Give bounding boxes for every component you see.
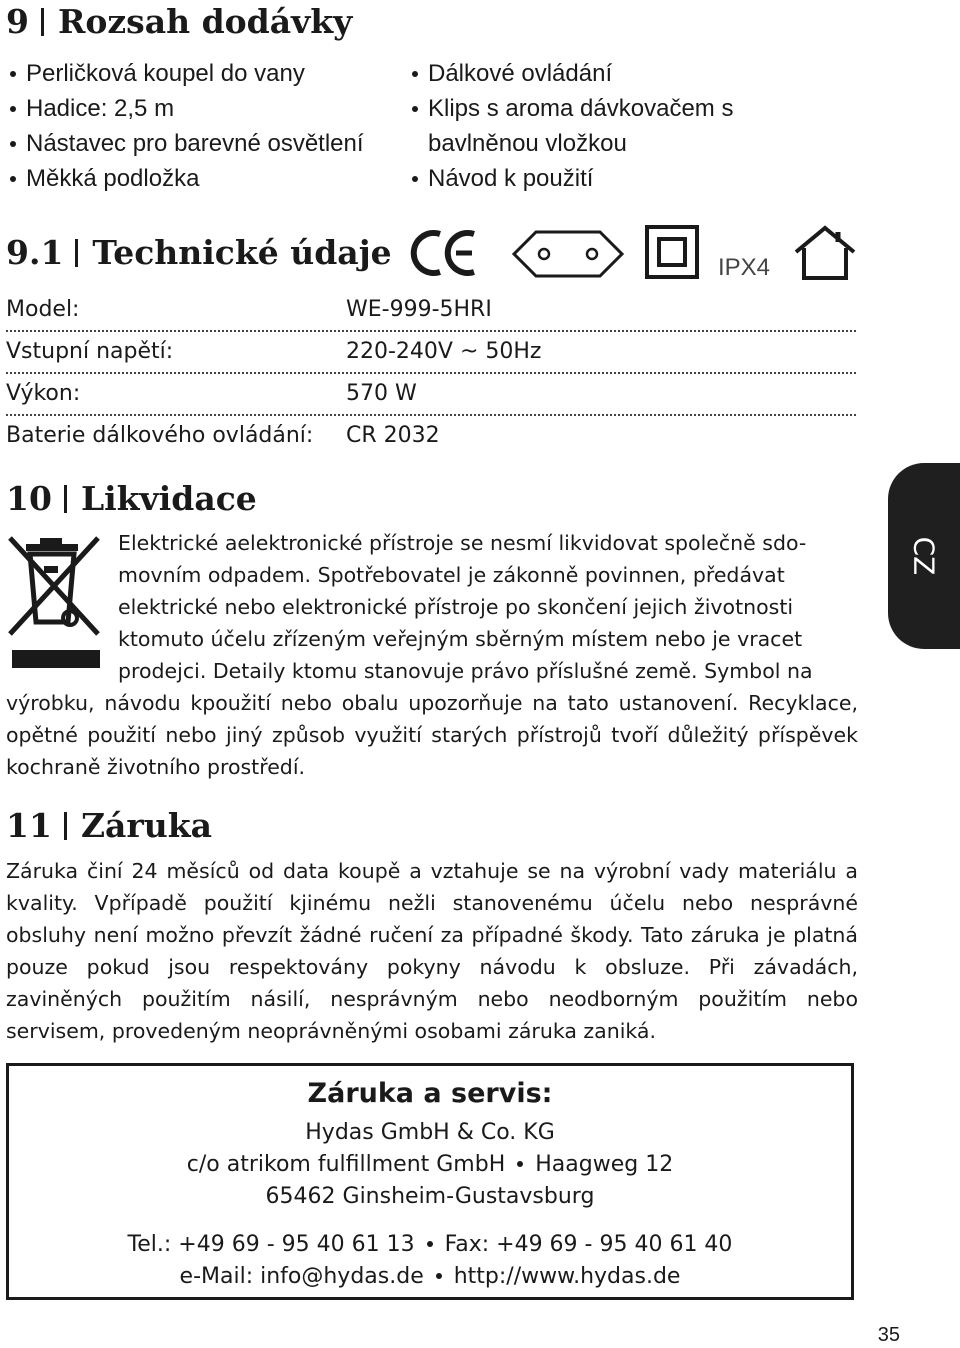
section-10-heading: [6, 479, 257, 519]
email-link[interactable]: e-Mail: info@hydas.de: [179, 1264, 424, 1289]
section-title: Záruka: [80, 806, 213, 845]
spec-label: Vstupní napětí:: [6, 339, 174, 364]
euro-plug-icon: [508, 228, 628, 280]
text-line: ktomuto účelu zřízeným veřejným sběrným místem nebo je vracet: [118, 627, 803, 651]
spec-row: [6, 374, 856, 416]
separator-dot: [436, 1273, 442, 1279]
address-part: Haagweg 12: [535, 1152, 674, 1177]
phone-number: Tel.: +49 69 - 95 40 61 13: [127, 1232, 415, 1257]
phone-fax-line: [9, 1232, 851, 1257]
spec-table: [6, 290, 856, 456]
address-part: c/o atrikom fulfillment GmbH: [186, 1152, 506, 1177]
language-side-tab: [888, 463, 960, 649]
heading-divider: [64, 485, 67, 513]
spec-label: Model:: [6, 297, 80, 322]
indoor-use-house-icon: [792, 224, 858, 282]
address-line: [9, 1152, 851, 1177]
separator-dot: [517, 1161, 523, 1167]
list-item: Měkká podložka: [6, 161, 396, 196]
heading-divider: [64, 812, 67, 840]
separator-dot: [427, 1241, 433, 1247]
page-number: 35: [877, 1324, 900, 1346]
city-line: 65462 Ginsheim-Gustavsburg: [265, 1184, 595, 1209]
service-box-title: Záruka a servis:: [307, 1078, 553, 1109]
email-web-line: [9, 1264, 851, 1289]
spec-row: [6, 332, 856, 374]
spec-row: [6, 416, 856, 456]
list-item: bavlněnou vložkou: [428, 130, 627, 157]
disposal-text-indented: [118, 527, 858, 687]
section-9-1-heading: [6, 233, 392, 273]
weee-crossed-bin-icon: [6, 530, 102, 670]
heading-divider: [75, 239, 78, 267]
spec-value: 570 W: [346, 381, 417, 406]
delivery-list-right: [408, 56, 828, 196]
text-line: Elektrické aelektronické přístroje se nesmí likvidovat společně sdo-: [118, 531, 807, 555]
warranty-text: Záruka činí 24 měsíců od data koupě a vztahuje se na výrobní vady materiálu a kvality. Vpřípadě použití kjinému nežli stanovenému účelu nebo nesprávné obsluhy není možno převzít žádné ručení za případné škody. Tato záruka je platná pouze pokud jsou respektovány pokyny návodu k obsluze. Při závadách, zaviněných použitím násilí, nesprávným nebo neodborným použitím nebo servisem, provedeným neoprávněnými osobami záruka zaniká.: [6, 859, 858, 1043]
section-title: Rozsah dodávky: [57, 2, 353, 41]
spec-label: Baterie dálkového ovládání:: [6, 423, 314, 448]
fax-number: Fax: +49 69 - 95 40 61 40: [444, 1232, 733, 1257]
section-number: 11: [6, 806, 52, 845]
section-title: Likvidace: [80, 479, 257, 518]
company-name: Hydas GmbH & Co. KG: [305, 1120, 555, 1145]
section-number: 10: [6, 479, 52, 518]
website-link[interactable]: http://www.hydas.de: [453, 1264, 681, 1289]
ce-mark-icon: [410, 228, 480, 278]
section-11-heading: [6, 806, 212, 846]
list-item: Nástavec pro barevné osvětlení: [6, 126, 396, 161]
list-item: Dálkové ovládání: [408, 56, 828, 91]
delivery-list-left: [6, 56, 396, 196]
list-item: Perličková koupel do vany: [6, 56, 396, 91]
spec-label: Výkon:: [6, 381, 81, 406]
section-title: Technické údaje: [92, 233, 392, 272]
language-code: CZ: [907, 536, 941, 576]
heading-divider: [41, 8, 44, 36]
spec-value: WE-999-5HRI: [346, 297, 492, 322]
double-insulation-icon: [644, 224, 700, 280]
list-item: Klips s aroma dávkovačem s: [408, 91, 828, 126]
section-number: 9.1: [6, 233, 64, 272]
spec-value: 220-240V ~ 50Hz: [346, 339, 542, 364]
spec-value: CR 2032: [346, 423, 440, 448]
text-line: movním odpadem. Spotřebovatel je zákonně povinnen, předávat: [118, 563, 785, 587]
ipx4-label: IPX4: [718, 254, 771, 281]
spec-row: [6, 290, 856, 332]
disposal-text-full: výrobku, návodu kpoužití nebo obalu upozorňuje na tato ustanovení. Recyklace, opětné použití nebo jiný způsob využití starých přístrojů tvoří důležitý příspěvek kochraně životního prostředí.: [6, 691, 858, 779]
service-contact-box: [6, 1063, 854, 1300]
section-number: 9: [6, 2, 29, 41]
text-line: elektrické nebo elektronické přístroje po skončení jejich životnosti: [118, 595, 794, 619]
text-line: prodejci. Detaily ktomu stanovuje právo příslušné země. Symbol na: [118, 659, 813, 683]
list-item: Hadice: 2,5 m: [6, 91, 396, 126]
section-9-heading: [6, 2, 352, 42]
list-item: Návod k použití: [408, 161, 828, 196]
